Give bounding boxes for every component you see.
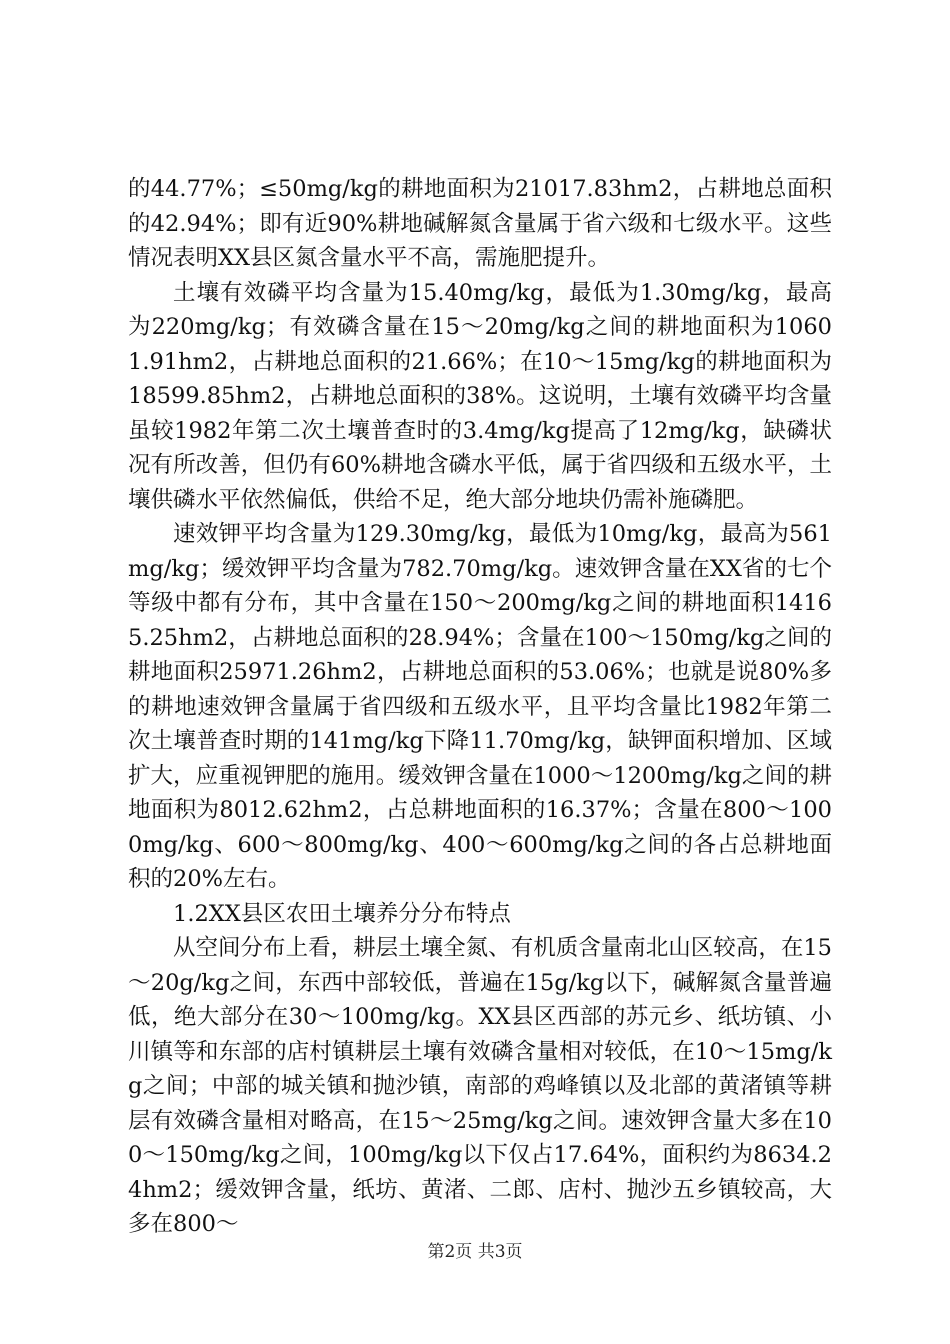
section-heading: 1.2XX县区农田土壤养分分布特点: [173, 900, 511, 927]
page-footer: 第2页 共3页: [427, 1242, 523, 1262]
paragraph-available-potassium: 速效钾平均含量为129.30mg/kg，最低为10mg/kg，最高为561mg/kg；缓效钾平均含量为782.70mg/kg。速效钾含量在XX省的七个等级中都有分布，其中含量在150～200mg/kg之间的耕地面积14165.25hm2，占耕地总面积的28.94%；含量在100～150mg/kg之间的耕地面积25971.26hm2，占耕地总面积的53.06%；也就是说80%多的耕地速效钾含量属于省四级和五级水平，且平均含量比1982年第二次土壤普查时期的141mg/kg下降11.70mg/kg，缺钾面积增加、区域扩大，应重视钾肥的施用。缓效钾含量在1000～1200mg/kg之间的耕地面积为8012.62hm2，占总耕地面积的16.37%；含量在800～1000mg/kg、600～800mg/kg、400～600mg/kg之间的各占总耕地面积的20%左右。: [128, 521, 832, 892]
document-body: [128, 172, 832, 1242]
paragraph-spatial-distribution: 从空间分布上看，耕层土壤全氮、有机质含量南北山区较高，在15～20g/kg之间，东西中部较低，普遍在15g/kg以下，碱解氮含量普遍低，绝大部分在30～100mg/kg。XX县区西部的苏元乡、纸坊镇、小川镇等和东部的店村镇耕层土壤有效磷含量相对较低，在10～15mg/kg之间；中部的城关镇和抛沙镇，南部的鸡峰镇以及北部的黄渚镇等耕层有效磷含量相对略高，在15～25mg/kg之间。速效钾含量大多在100～150mg/kg之间，100mg/kg以下仅占17.64%，面积约为8634.24hm2；缓效钾含量，纸坊、黄渚、二郎、店村、抛沙五乡镇较高，大多在800～: [128, 935, 832, 1237]
paragraph-nitrogen-continued: 的44.77%；≤50mg/kg的耕地面积为21017.83hm2，占耕地总面积的42.94%；即有近90%耕地碱解氮含量属于省六级和七级水平。这些情况表明XX县区氮含量水平不高，需施肥提升。: [128, 176, 832, 271]
paragraph-available-phosphorus: 土壤有效磷平均含量为15.40mg/kg，最低为1.30mg/kg，最高为220mg/kg；有效磷含量在15～20mg/kg之间的耕地面积为10601.91hm2，占耕地总面积的21.66%；在10～15mg/kg的耕地面积为18599.85hm2，占耕地总面积的38%。这说明，土壤有效磷平均含量虽较1982年第二次土壤普查时的3.4mg/kg提高了12mg/kg，缺磷状况有所改善，但仍有60%耕地含磷水平低，属于省四级和五级水平，土壤供磷水平依然偏低，供给不足，绝大部分地块仍需补施磷肥。: [128, 279, 832, 513]
